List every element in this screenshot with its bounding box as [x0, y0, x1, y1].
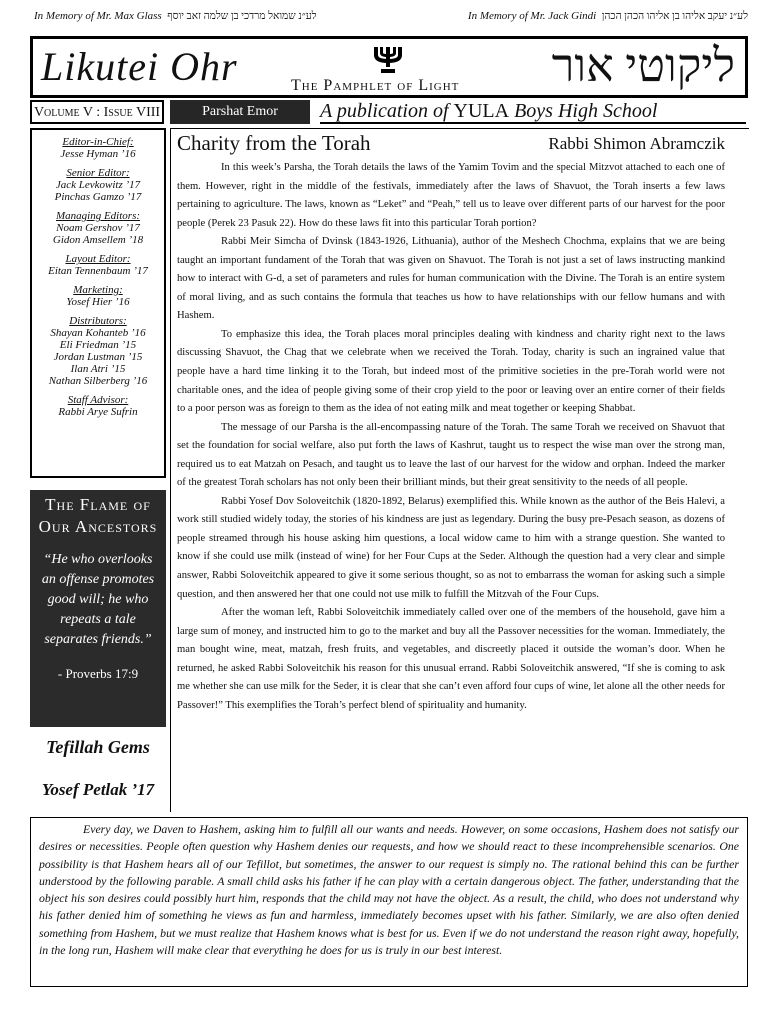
article-body [177, 159, 725, 715]
memorial-left [34, 10, 317, 22]
memorial-right-en: In Memory of Mr. Jack Gindi [467, 10, 597, 22]
staff-name: Nathan Silberberg ’16 [48, 375, 148, 387]
article-paragraph: In this week’s Parsha, the Torah details the laws of the Yamim Tovim and the special Mitzvot attached to each one of them. However, right in the middle of the festivals, immediately after the laws of Shavuot, the Torah inserts a few laws pertaining to agriculture. The laws, known as “Leket” and “Peah,” tell us to leave over different parts of our harvest for the poor people (Perek 23 Pasuk 22). How do these laws fit into this particular Torah portion? [177, 162, 725, 229]
staff-group [32, 284, 164, 308]
staff-role: Layout Editor: [65, 253, 131, 265]
title-english: Likutei Ohr [41, 44, 238, 89]
memorial-right-he: לע״נ יעקב אליהו בן אליהו הכהן הכהן [601, 11, 748, 22]
staff-name: Noam Gershov ’17 [56, 222, 140, 234]
staff-role: Staff Advisor: [67, 394, 129, 406]
publication-prefix: A publication of [320, 100, 454, 122]
staff-name: Jack Levkowitz ’17 [55, 179, 141, 191]
article-author: Rabbi Shimon Abramczik [548, 134, 725, 153]
tefillah-gem-box [30, 817, 748, 987]
article-title: Charity from the Torah [177, 131, 371, 155]
publication-school: YULA [453, 100, 510, 122]
memorial-left-he: לע״נ שמואל מרדכי בן שלמה זאב יוסף [167, 11, 317, 22]
gems-title: Tefillah Gems [46, 737, 150, 757]
staff-name: Jesse Hyman ’16 [60, 148, 136, 160]
staff-name: Ilan Atri ’15 [70, 363, 126, 375]
staff-group [32, 136, 164, 160]
memorial-right [468, 10, 748, 22]
issue-bar [30, 100, 748, 126]
staff-role: Marketing: [73, 284, 123, 296]
title-hebrew: ליקוטי אור [551, 40, 735, 91]
article-paragraph: Rabbi Yosef Dov Soloveitchik (1820-1892, Belarus) exemplified this. While known as the author of the Beis Halevi, a work still studied widely today, the stories of his kindness are just as legendary. During the busy pre-Pesach season, as dozens of people streamed through his house asking him questions, a local widow came to him with a strange question. She wanted to know if she could use milk (instead of wine) for her Four Cups at the Seder. Although the question had a very clear and simple answer, Rabbi Soloveitchik appeared to give it some serious thought, so as not to embarrass the woman for asking such a simple question, and then answered her that one could not use milk to fulfill the Mitzvah of the Four Cups. [177, 495, 725, 600]
staff-name: Eli Friedman ’15 [59, 339, 137, 351]
publication-line [320, 100, 746, 124]
menorah-icon [371, 43, 405, 75]
masthead [30, 36, 748, 98]
staff-group [32, 253, 164, 277]
staff-name: Jordan Lustman ’15 [53, 351, 143, 363]
staff-name: Shayan Kohanteb ’16 [50, 327, 146, 339]
gems-author: Yosef Petlak ’17 [41, 780, 155, 799]
article-paragraph: The message of our Parsha is the all-encompassing nature of the Torah. The same Torah we received on Shavuot that set the foundation for social welfare, also put forth the laws of Kashrut, taught us to respect the wise man over the strong man, required us to eat Matzah on Pesach, and taught us to leave the last of our harvest for the widow and orphan. Indeed the marker of the greatest Torah scholars has not only been their brilliant minds, but their great sensitivity to the needs of all people. [177, 421, 725, 489]
staff-role: Editor-in-Chief: [62, 136, 134, 148]
memorial-left-en: In Memory of Mr. Max Glass [34, 10, 162, 22]
staff-name: Pinchas Gamzo ’17 [54, 191, 142, 203]
staff-box [30, 128, 166, 478]
tefillah-paragraph: Every day, we Daven to Hashem, asking him to fulfill all our wants and needs. However, on some occasions, Hashem does not satisfy our desires or necessities. People often question why Hashem denies our requests, and how we should react to these incomprehensible scenarios. One possibility is that Hashem hears all of our Tefillot, but sometimes, the answer to our request is simply no. The rational behind this can be further understood by the following parable. A small child asks his father if he can play with a certain dangerous object. The father, understanding that the object his son desires could possibly hurt him, responds that the child may not have the object. As a result, the child, who does not understand why his father denied him of something he views as fun and harmless, immediately becomes upset with his father. Similarly, we are also often denied something from Hashem, but we must realize that Hashem knows what is best for us. Even if we do not understand the reason right away, hopefully, in the long run, Hashem will make clear that everything he does for us is truly in our best interest. [39, 822, 739, 958]
staff-name: Yosef Hier ’16 [66, 296, 130, 308]
staff-group [32, 167, 164, 203]
article-paragraph: To emphasize this idea, the Torah places moral principles dealing with kindness and charity right next to the laws discussing Shavuot, the Chag that we celebrate when we received the Torah. Today, charity is such an ingrained value that people have a hard time linking it to the Torah, but indeed most of the primitive societies in the pre-Torah world were not charitable ones, and the idea of people giving some of their crop yield to the poor or leaving over an entire corner of their fields to a poor person was as foreign to them as the idea of not eating milk and meat together or keeping Shabbat. [177, 328, 725, 415]
article-paragraph: Rabbi Meir Simcha of Dvinsk (1843-1926, Lithuania), author of the Meshech Chochma, explains that we are being taught an important fundament of the Torah that was given on Shavuot. The Torah is not just a set of laws instructing mankind how to interact with G-d, a set of parameters and rules for human communication with the Divine. The Torah is an entire system of moral living, and as such contains the formula that teaches us how to have relationships with our fellow humans and with Hashem. [177, 236, 725, 322]
issue-label: Volume V : Issue VIII [30, 100, 164, 124]
tefillah-gems-header [30, 737, 166, 800]
article-paragraph: After the woman left, Rabbi Soloveitchik immediately called over one of the members of the household, gave him a large sum of money, and instructed him to go to the market and buy all the Passover necessities for the woman. Immediately, the man bought wine, meat, matzah, fresh fruits, and vegetables, and discreetly placed it outside the woman’s door. When he returned, he asked Rabbi Soloveitchik his reason for this unusual errand. Rabbi Soloveitchik answered, “If she is coming to ask me whether she can use milk for the Seder, it is clear that she can’t even afford four cups of wine, let alone all the other needs for Passover!” This exemplifies the Torah’s perfect blend of spirituality and humanity. [177, 607, 725, 711]
flame-box [30, 490, 166, 727]
flame-quote: “He who overlooks an offense promotes good will; he who repeats a tale separates friends.” [41, 552, 155, 647]
staff-group [32, 315, 164, 387]
parsha-label: Parshat Emor [170, 100, 310, 124]
staff-name: Eitan Tennenbaum ’17 [48, 265, 148, 277]
flame-source: - Proverbs 17:9 [57, 666, 139, 681]
publication-suffix: Boys High School [509, 100, 658, 122]
flame-title: The Flame of Our Ancestors [38, 495, 158, 536]
staff-role: Distributors: [69, 315, 127, 327]
staff-group [32, 210, 164, 246]
staff-group [32, 394, 164, 418]
tagline: The Pamphlet of Light [291, 77, 460, 94]
staff-name: Rabbi Arye Sufrin [58, 406, 138, 418]
staff-role: Managing Editors: [55, 210, 141, 222]
staff-name: Gidon Amsellem ’18 [52, 234, 144, 246]
staff-role: Senior Editor: [66, 167, 130, 179]
